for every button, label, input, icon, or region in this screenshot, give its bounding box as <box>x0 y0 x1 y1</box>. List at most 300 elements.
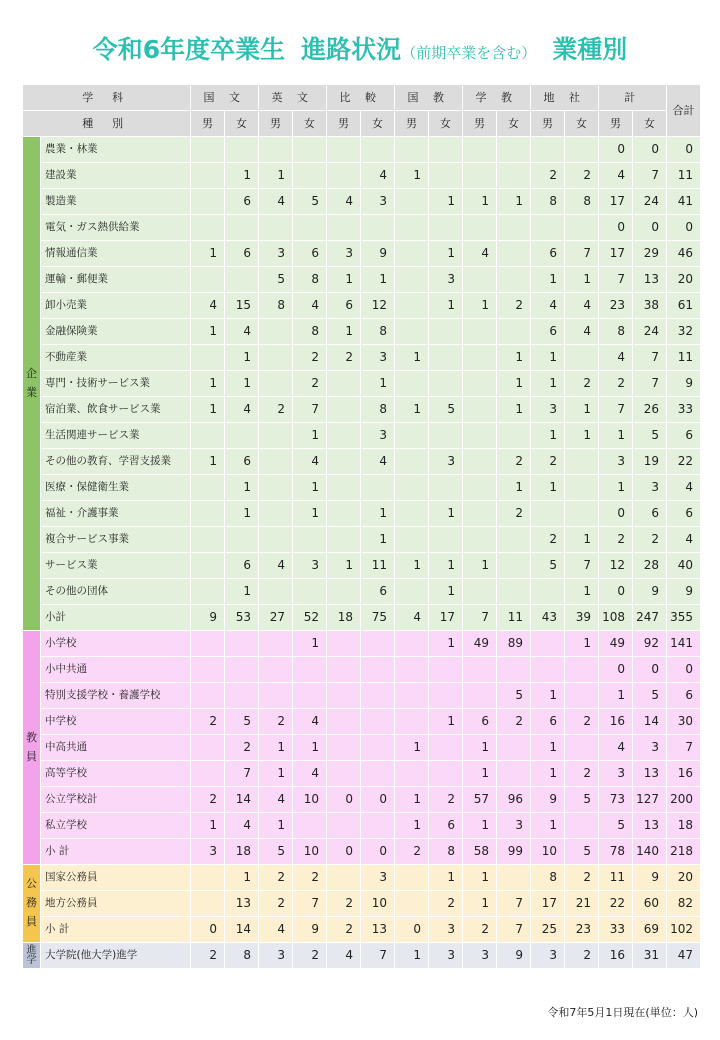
value-cell: 3 <box>361 423 395 449</box>
value-cell: 8 <box>565 189 599 215</box>
table-row <box>23 215 701 241</box>
value-cell: 23 <box>599 293 633 319</box>
value-cell <box>259 657 293 683</box>
table-row <box>23 735 701 761</box>
value-cell: 102 <box>667 917 701 943</box>
value-cell <box>259 215 293 241</box>
value-cell <box>463 137 497 163</box>
value-cell: 0 <box>327 787 361 813</box>
table-row <box>23 189 701 215</box>
value-cell: 7 <box>633 345 667 371</box>
value-cell <box>395 319 429 345</box>
value-cell: 1 <box>361 371 395 397</box>
value-cell <box>259 501 293 527</box>
value-cell: 2 <box>259 865 293 891</box>
value-cell <box>259 631 293 657</box>
value-cell: 4 <box>259 553 293 579</box>
header-subject-label: 学 科 <box>23 85 191 111</box>
category-char: 教 <box>26 730 37 744</box>
value-cell <box>497 137 531 163</box>
value-cell: 1 <box>599 423 633 449</box>
value-cell: 108 <box>599 605 633 631</box>
table-row <box>23 553 701 579</box>
value-cell: 1 <box>361 501 395 527</box>
value-cell: 1 <box>565 527 599 553</box>
value-cell <box>463 501 497 527</box>
value-cell: 200 <box>667 787 701 813</box>
value-cell <box>293 579 327 605</box>
value-cell: 2 <box>565 943 599 969</box>
value-cell: 0 <box>667 657 701 683</box>
header-row-subjects <box>23 85 701 111</box>
value-cell <box>327 631 361 657</box>
header-female: 女 <box>361 111 395 137</box>
value-cell <box>395 371 429 397</box>
value-cell: 23 <box>565 917 599 943</box>
value-cell: 1 <box>599 475 633 501</box>
value-cell: 6 <box>531 709 565 735</box>
category-label-grad <box>23 943 41 969</box>
value-cell <box>395 683 429 709</box>
value-cell <box>395 709 429 735</box>
value-cell <box>497 215 531 241</box>
value-cell <box>361 761 395 787</box>
value-cell: 3 <box>293 553 327 579</box>
value-cell: 5 <box>259 267 293 293</box>
value-cell <box>395 189 429 215</box>
table-row <box>23 605 701 631</box>
value-cell: 1 <box>191 449 225 475</box>
value-cell <box>293 527 327 553</box>
value-cell: 3 <box>191 839 225 865</box>
value-cell: 141 <box>667 631 701 657</box>
title-main-3: 業種別 <box>552 35 628 64</box>
value-cell: 6 <box>293 241 327 267</box>
value-cell: 4 <box>225 319 259 345</box>
row-label: 不動産業 <box>41 345 191 371</box>
value-cell: 1 <box>463 891 497 917</box>
header-male: 男 <box>463 111 497 137</box>
value-cell: 1 <box>225 371 259 397</box>
value-cell: 78 <box>599 839 633 865</box>
value-cell: 1 <box>327 319 361 345</box>
value-cell: 2 <box>191 943 225 969</box>
value-cell: 4 <box>225 397 259 423</box>
value-cell: 5 <box>565 839 599 865</box>
value-cell <box>361 475 395 501</box>
row-label: サービス業 <box>41 553 191 579</box>
value-cell <box>463 683 497 709</box>
value-cell: 1 <box>463 293 497 319</box>
value-cell: 1 <box>429 865 463 891</box>
value-cell <box>565 735 599 761</box>
value-cell: 24 <box>633 189 667 215</box>
value-cell: 7 <box>361 943 395 969</box>
value-cell: 1 <box>225 579 259 605</box>
value-cell: 2 <box>531 449 565 475</box>
value-cell: 1 <box>531 371 565 397</box>
value-cell: 0 <box>599 137 633 163</box>
category-char: 公 <box>26 877 37 891</box>
value-cell: 9 <box>497 943 531 969</box>
category-char: 業 <box>26 385 37 399</box>
row-label: 中高共通 <box>41 735 191 761</box>
value-cell: 6 <box>463 709 497 735</box>
value-cell <box>293 657 327 683</box>
value-cell: 1 <box>293 475 327 501</box>
value-cell: 3 <box>531 943 565 969</box>
table-row <box>23 813 701 839</box>
value-cell: 1 <box>327 267 361 293</box>
value-cell: 4 <box>225 813 259 839</box>
value-cell <box>565 657 599 683</box>
value-cell: 0 <box>633 215 667 241</box>
value-cell <box>395 215 429 241</box>
header-group: 英 文 <box>259 85 327 111</box>
value-cell: 69 <box>633 917 667 943</box>
value-cell: 1 <box>395 943 429 969</box>
value-cell: 4 <box>599 345 633 371</box>
value-cell <box>191 501 225 527</box>
header-group: 国 教 <box>395 85 463 111</box>
value-cell: 2 <box>429 891 463 917</box>
value-cell <box>395 657 429 683</box>
value-cell <box>463 319 497 345</box>
value-cell: 1 <box>429 553 463 579</box>
header-female: 女 <box>293 111 327 137</box>
value-cell <box>429 137 463 163</box>
value-cell <box>259 319 293 345</box>
category-label-pub <box>23 865 41 943</box>
value-cell: 17 <box>531 891 565 917</box>
value-cell: 2 <box>225 735 259 761</box>
title-main-2: 進路状況 <box>301 35 402 64</box>
table-row <box>23 319 701 345</box>
value-cell <box>497 735 531 761</box>
row-label: 国家公務員 <box>41 865 191 891</box>
value-cell: 0 <box>599 215 633 241</box>
value-cell: 1 <box>429 709 463 735</box>
value-cell: 4 <box>667 475 701 501</box>
value-cell: 2 <box>463 917 497 943</box>
value-cell: 4 <box>293 449 327 475</box>
value-cell: 4 <box>361 163 395 189</box>
value-cell: 3 <box>259 241 293 267</box>
value-cell: 355 <box>667 605 701 631</box>
value-cell: 25 <box>531 917 565 943</box>
value-cell: 1 <box>497 475 531 501</box>
value-cell: 3 <box>361 345 395 371</box>
row-label: 小計 <box>41 605 191 631</box>
value-cell <box>191 579 225 605</box>
value-cell: 2 <box>565 761 599 787</box>
value-cell <box>361 215 395 241</box>
value-cell: 2 <box>531 163 565 189</box>
value-cell: 3 <box>633 475 667 501</box>
page-title <box>0 30 720 66</box>
value-cell <box>361 137 395 163</box>
value-cell: 1 <box>531 345 565 371</box>
value-cell: 2 <box>599 371 633 397</box>
value-cell <box>497 579 531 605</box>
value-cell: 43 <box>531 605 565 631</box>
value-cell: 4 <box>293 709 327 735</box>
value-cell: 11 <box>497 605 531 631</box>
value-cell: 3 <box>633 735 667 761</box>
value-cell: 11 <box>361 553 395 579</box>
value-cell: 21 <box>565 891 599 917</box>
value-cell <box>463 267 497 293</box>
value-cell <box>395 761 429 787</box>
value-cell: 2 <box>191 787 225 813</box>
value-cell: 1 <box>429 501 463 527</box>
row-label: 小 計 <box>41 839 191 865</box>
value-cell: 6 <box>531 241 565 267</box>
table-row <box>23 267 701 293</box>
value-cell: 20 <box>667 267 701 293</box>
value-cell: 4 <box>293 761 327 787</box>
value-cell: 17 <box>429 605 463 631</box>
value-cell: 61 <box>667 293 701 319</box>
value-cell <box>327 683 361 709</box>
value-cell <box>565 449 599 475</box>
value-cell: 16 <box>599 709 633 735</box>
value-cell <box>497 865 531 891</box>
value-cell <box>191 475 225 501</box>
value-cell <box>191 137 225 163</box>
header-male: 男 <box>531 111 565 137</box>
value-cell: 2 <box>497 501 531 527</box>
value-cell: 2 <box>565 371 599 397</box>
value-cell <box>327 657 361 683</box>
row-label: 農業・林業 <box>41 137 191 163</box>
value-cell: 0 <box>599 501 633 527</box>
value-cell: 9 <box>361 241 395 267</box>
table-row <box>23 839 701 865</box>
footnote: 令和7年5月1日現在(単位：人) <box>547 1006 698 1019</box>
value-cell: 1 <box>531 735 565 761</box>
value-cell: 1 <box>259 163 293 189</box>
value-cell: 39 <box>565 605 599 631</box>
value-cell: 0 <box>633 137 667 163</box>
value-cell: 1 <box>395 345 429 371</box>
value-cell <box>531 579 565 605</box>
table-row <box>23 397 701 423</box>
value-cell: 5 <box>497 683 531 709</box>
value-cell <box>225 423 259 449</box>
value-cell <box>565 475 599 501</box>
header-male: 男 <box>191 111 225 137</box>
value-cell: 6 <box>225 189 259 215</box>
row-label: 専門・技術サービス業 <box>41 371 191 397</box>
value-cell: 2 <box>293 865 327 891</box>
value-cell: 30 <box>667 709 701 735</box>
value-cell: 5 <box>225 709 259 735</box>
value-cell: 0 <box>633 657 667 683</box>
value-cell <box>361 735 395 761</box>
value-cell: 3 <box>429 943 463 969</box>
value-cell <box>429 761 463 787</box>
value-cell: 2 <box>565 163 599 189</box>
career-table <box>22 84 701 969</box>
value-cell <box>191 423 225 449</box>
value-cell <box>225 683 259 709</box>
value-cell: 6 <box>667 423 701 449</box>
value-cell <box>259 579 293 605</box>
header-male: 男 <box>599 111 633 137</box>
value-cell <box>531 631 565 657</box>
value-cell <box>429 423 463 449</box>
value-cell: 17 <box>599 241 633 267</box>
value-cell: 1 <box>327 553 361 579</box>
value-cell <box>191 735 225 761</box>
value-cell <box>497 553 531 579</box>
value-cell: 1 <box>531 761 565 787</box>
value-cell: 4 <box>599 163 633 189</box>
value-cell <box>395 293 429 319</box>
category-char: 企 <box>26 366 37 380</box>
value-cell <box>565 215 599 241</box>
table-row <box>23 293 701 319</box>
value-cell: 1 <box>531 683 565 709</box>
value-cell: 7 <box>667 735 701 761</box>
value-cell: 1 <box>395 813 429 839</box>
value-cell <box>327 761 361 787</box>
value-cell: 0 <box>361 839 395 865</box>
value-cell <box>395 137 429 163</box>
value-cell: 3 <box>497 813 531 839</box>
value-cell <box>361 683 395 709</box>
value-cell: 2 <box>429 787 463 813</box>
value-cell <box>497 267 531 293</box>
value-cell: 33 <box>599 917 633 943</box>
value-cell: 29 <box>633 241 667 267</box>
value-cell <box>191 163 225 189</box>
value-cell <box>225 137 259 163</box>
value-cell: 89 <box>497 631 531 657</box>
value-cell: 0 <box>599 657 633 683</box>
table-row <box>23 241 701 267</box>
header-male: 男 <box>259 111 293 137</box>
value-cell: 18 <box>667 813 701 839</box>
value-cell: 1 <box>429 241 463 267</box>
value-cell: 18 <box>327 605 361 631</box>
value-cell <box>361 631 395 657</box>
row-label: 電気・ガス熱供給業 <box>41 215 191 241</box>
value-cell <box>463 657 497 683</box>
value-cell: 0 <box>395 917 429 943</box>
header-group: 計 <box>599 85 667 111</box>
value-cell: 247 <box>633 605 667 631</box>
row-label: 建設業 <box>41 163 191 189</box>
value-cell: 16 <box>599 943 633 969</box>
value-cell: 10 <box>361 891 395 917</box>
value-cell <box>327 527 361 553</box>
value-cell: 1 <box>463 761 497 787</box>
value-cell: 10 <box>531 839 565 865</box>
value-cell <box>259 345 293 371</box>
value-cell: 49 <box>463 631 497 657</box>
value-cell: 7 <box>565 241 599 267</box>
value-cell: 4 <box>599 735 633 761</box>
value-cell: 92 <box>633 631 667 657</box>
value-cell: 3 <box>531 397 565 423</box>
table-row <box>23 527 701 553</box>
table-row <box>23 475 701 501</box>
value-cell: 1 <box>191 397 225 423</box>
table-row <box>23 657 701 683</box>
value-cell <box>327 215 361 241</box>
category-char: 員 <box>26 914 37 928</box>
value-cell: 1 <box>259 761 293 787</box>
value-cell: 18 <box>225 839 259 865</box>
value-cell: 6 <box>633 501 667 527</box>
value-cell: 22 <box>599 891 633 917</box>
value-cell: 2 <box>259 709 293 735</box>
value-cell <box>497 163 531 189</box>
value-cell <box>191 553 225 579</box>
value-cell <box>327 371 361 397</box>
category-char: 員 <box>26 749 37 763</box>
value-cell <box>395 891 429 917</box>
table-row <box>23 501 701 527</box>
value-cell <box>565 683 599 709</box>
row-label: 複合サービス事業 <box>41 527 191 553</box>
value-cell: 7 <box>599 267 633 293</box>
value-cell: 19 <box>633 449 667 475</box>
value-cell: 96 <box>497 787 531 813</box>
value-cell: 22 <box>667 449 701 475</box>
value-cell <box>191 267 225 293</box>
value-cell: 1 <box>429 293 463 319</box>
value-cell: 2 <box>259 397 293 423</box>
row-label: 生活関連サービス業 <box>41 423 191 449</box>
value-cell: 127 <box>633 787 667 813</box>
value-cell: 8 <box>259 293 293 319</box>
value-cell <box>327 475 361 501</box>
value-cell: 1 <box>463 813 497 839</box>
value-cell: 7 <box>293 397 327 423</box>
value-cell <box>531 501 565 527</box>
table-row <box>23 345 701 371</box>
value-cell <box>395 423 429 449</box>
value-cell <box>395 865 429 891</box>
value-cell: 4 <box>327 943 361 969</box>
value-cell: 1 <box>531 475 565 501</box>
value-cell: 4 <box>361 449 395 475</box>
value-cell: 14 <box>225 917 259 943</box>
value-cell <box>429 345 463 371</box>
row-label: 情報通信業 <box>41 241 191 267</box>
value-cell <box>225 657 259 683</box>
value-cell: 6 <box>667 501 701 527</box>
category-char: 進 <box>26 944 37 956</box>
value-cell: 4 <box>463 241 497 267</box>
header-group: 学 教 <box>463 85 531 111</box>
value-cell: 27 <box>259 605 293 631</box>
row-label: 中学校 <box>41 709 191 735</box>
table-row <box>23 631 701 657</box>
value-cell <box>497 423 531 449</box>
value-cell: 17 <box>599 189 633 215</box>
value-cell: 15 <box>225 293 259 319</box>
value-cell: 1 <box>395 787 429 813</box>
value-cell <box>429 319 463 345</box>
row-label: 特別支援学校・養護学校 <box>41 683 191 709</box>
value-cell <box>327 735 361 761</box>
value-cell <box>463 527 497 553</box>
row-label: その他の教育、学習支援業 <box>41 449 191 475</box>
